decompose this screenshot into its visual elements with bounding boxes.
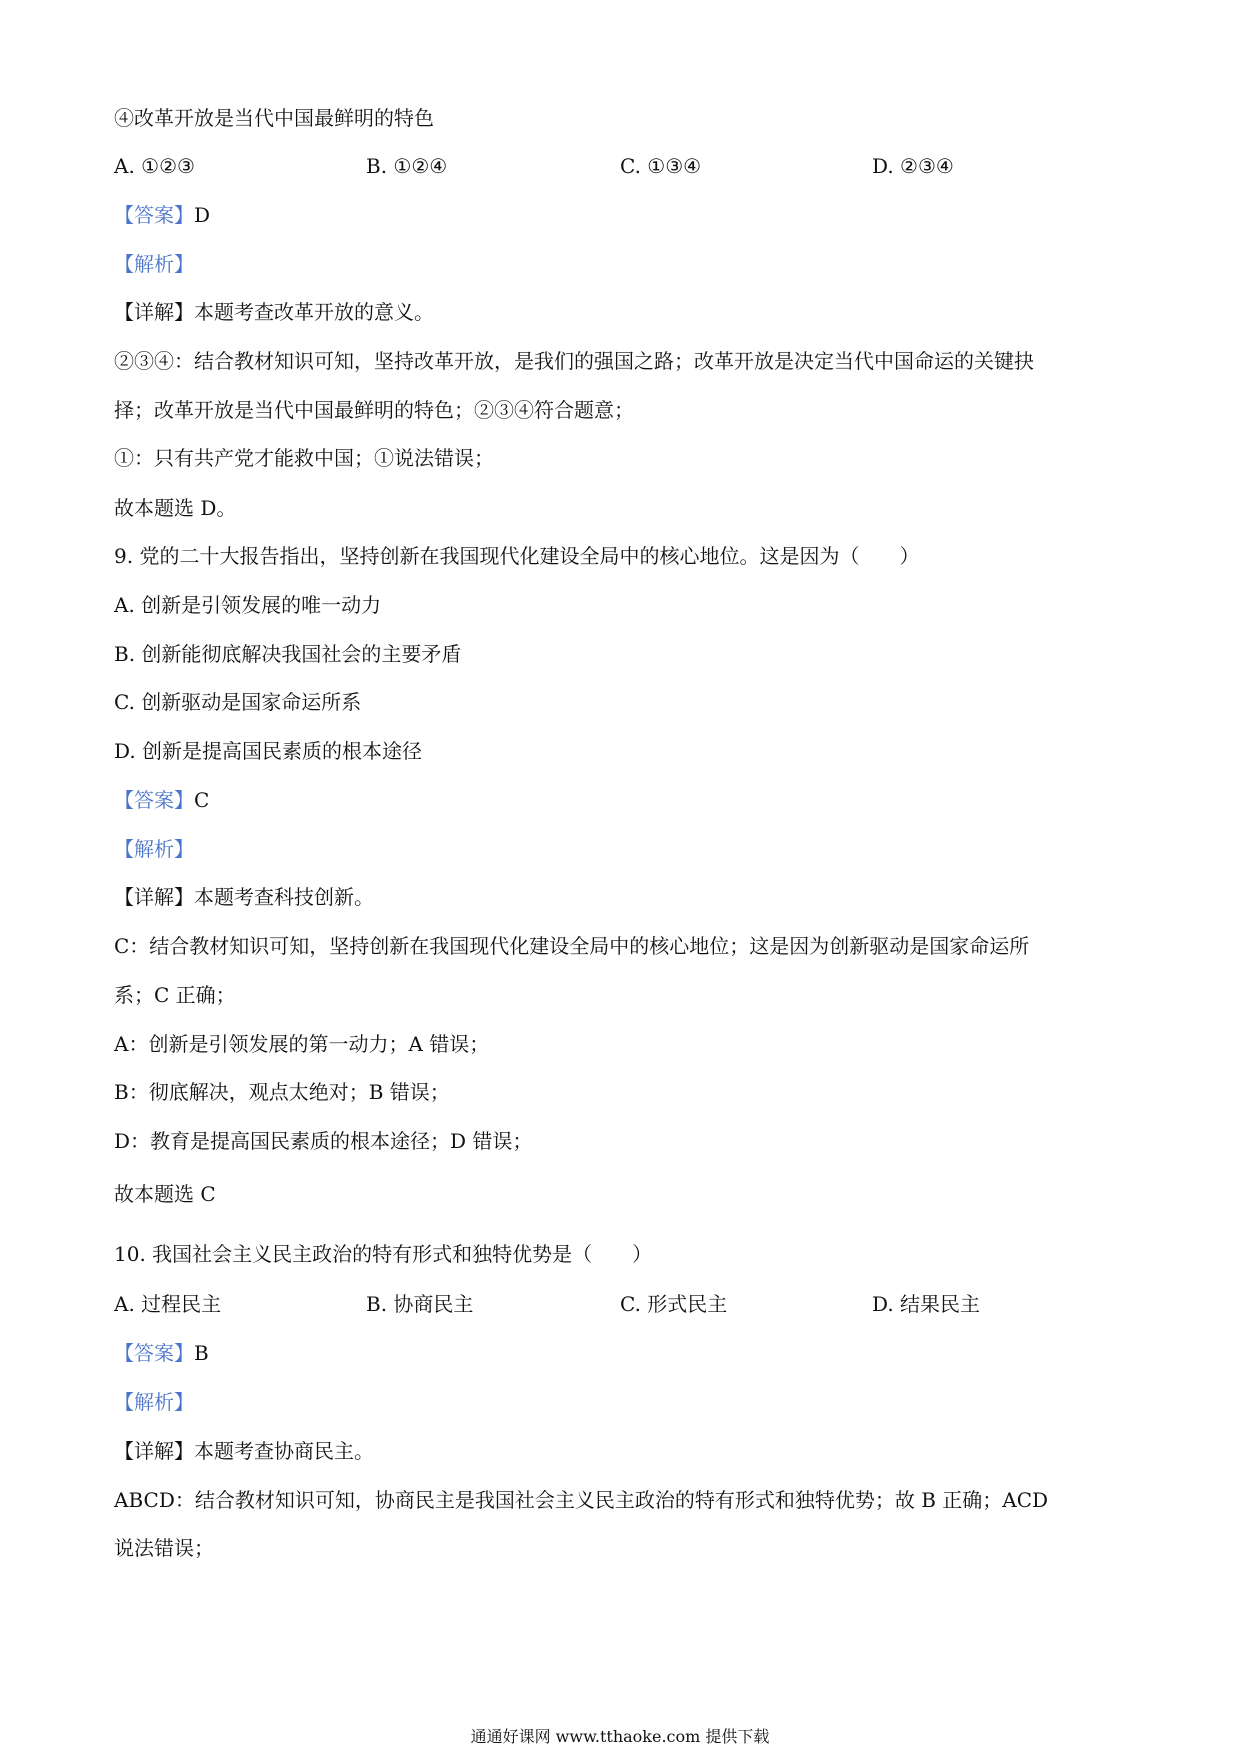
q9-option-b: B. 创新能彻底解决我国社会的主要矛盾 (114, 642, 462, 666)
analysis-tag: 【解析】 (114, 837, 194, 861)
q8-option-a: A. ①②③ (114, 154, 195, 178)
q8-option-b: B. ①②④ (366, 154, 448, 178)
q8-explanation-line-2: 择；改革开放是当代中国最鲜明的特色；②③④符合题意； (114, 398, 634, 422)
q8-answer-line (114, 201, 210, 229)
q8-statement-4: ④改革开放是当代中国最鲜明的特色 (114, 106, 434, 130)
answer-tag: 【答案】 (114, 203, 194, 227)
q9-answer-line (114, 786, 209, 814)
q10-explanation-line-2: 说法错误； (114, 1536, 214, 1560)
q9-option-d: D. 创新是提高国民素质的根本途径 (114, 739, 423, 763)
q10-answer-value: B (194, 1341, 209, 1365)
q9-detail-intro: 本题考查科技创新。 (194, 885, 374, 909)
detail-tag: 【详解】 (114, 1439, 194, 1463)
detail-tag: 【详解】 (114, 885, 194, 909)
q8-explanation-line-3: ①：只有共产党才能救中国；①说法错误； (114, 446, 494, 470)
q9-answer-value: C (194, 788, 210, 812)
q10-option-b: B. 协商民主 (366, 1292, 474, 1316)
q10-option-a: A. 过程民主 (114, 1292, 222, 1316)
q8-option-c: C. ①③④ (620, 154, 702, 178)
q9-explanation-c-line-2: 系；C 正确； (114, 983, 236, 1007)
detail-tag: 【详解】 (114, 300, 194, 324)
q10-option-d: D. 结果民主 (872, 1292, 981, 1316)
analysis-tag: 【解析】 (114, 252, 194, 276)
q9-explanation-b: B：彻底解决，观点太绝对；B 错误； (114, 1080, 450, 1104)
q10-analysis-tag (114, 1388, 194, 1416)
q10-detail-line (114, 1437, 374, 1465)
q8-option-d: D. ②③④ (872, 154, 954, 178)
q8-analysis-tag (114, 250, 194, 278)
q8-detail-line (114, 298, 434, 326)
q9-option-a: A. 创新是引领发展的唯一动力 (114, 593, 382, 617)
q9-option-c: C. 创新驱动是国家命运所系 (114, 690, 362, 714)
q8-conclusion: 故本题选 D。 (114, 496, 237, 520)
q9-analysis-tag (114, 835, 194, 863)
analysis-tag: 【解析】 (114, 1390, 194, 1414)
answer-tag: 【答案】 (114, 1341, 194, 1365)
q10-stem: 10. 我国社会主义民主政治的特有形式和独特优势是（ ） (114, 1242, 653, 1266)
q10-answer-line (114, 1339, 209, 1367)
q10-explanation-line-1: ABCD：结合教材知识可知，协商民主是我国社会主义民主政治的特有形式和独特优势；故 B 正确；ACD (114, 1488, 1049, 1512)
q9-stem: 9. 党的二十大报告指出，坚持创新在我国现代化建设全局中的核心地位。这是因为（ ） (114, 544, 920, 568)
q9-detail-line (114, 883, 374, 911)
answer-tag: 【答案】 (114, 788, 194, 812)
q10-option-c: C. 形式民主 (620, 1292, 728, 1316)
q9-explanation-d: D：教育是提高国民素质的根本途径；D 错误； (114, 1129, 533, 1153)
q10-detail-intro: 本题考查协商民主。 (194, 1439, 374, 1463)
page-footer: 通通好课网 www.tthaoke.com 提供下载 (470, 1727, 770, 1746)
q8-detail-intro: 本题考查改革开放的意义。 (194, 300, 434, 324)
q8-explanation-line-1: ②③④：结合教材知识可知，坚持改革开放，是我们的强国之路；改革开放是决定当代中国命运的关键抉 (114, 349, 1034, 373)
q9-conclusion: 故本题选 C (114, 1182, 216, 1206)
q8-answer-value: D (194, 203, 211, 227)
q9-explanation-c-line-1: C：结合教材知识可知，坚持创新在我国现代化建设全局中的核心地位；这是因为创新驱动是国家命运所 (114, 934, 1030, 958)
q9-explanation-a: A：创新是引领发展的第一动力；A 错误； (114, 1032, 490, 1056)
